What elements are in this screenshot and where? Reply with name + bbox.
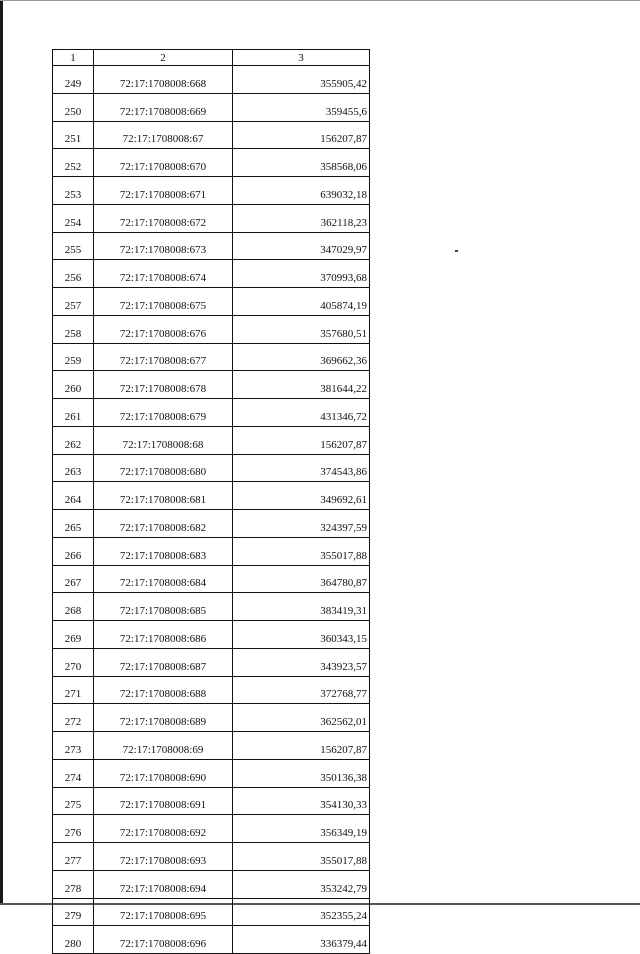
row-number: 262 (53, 426, 94, 454)
row-number: 280 (53, 926, 94, 954)
cadastral-value: 355905,42 (233, 66, 370, 94)
table-row (53, 926, 370, 954)
cadastral-value: 356349,19 (233, 815, 370, 843)
cadastral-table (52, 49, 370, 954)
cadastral-number: 72:17:1708008:683 (94, 537, 233, 565)
cadastral-number: 72:17:1708008:691 (94, 787, 233, 815)
cadastral-value: 405874,19 (233, 288, 370, 316)
table-row (53, 315, 370, 343)
row-number: 274 (53, 759, 94, 787)
row-number: 250 (53, 93, 94, 121)
table-row (53, 343, 370, 371)
table-row (53, 510, 370, 538)
cadastral-value: 431346,72 (233, 399, 370, 427)
table-row (53, 93, 370, 121)
cadastral-value: 349692,61 (233, 482, 370, 510)
row-number: 253 (53, 177, 94, 205)
cadastral-value: 355017,88 (233, 537, 370, 565)
table-row (53, 843, 370, 871)
cadastral-value: 359455,6 (233, 93, 370, 121)
cadastral-value: 343923,57 (233, 648, 370, 676)
scan-speck (455, 250, 458, 252)
row-number: 268 (53, 593, 94, 621)
table-body (53, 50, 370, 954)
table-row (53, 288, 370, 316)
cadastral-number: 72:17:1708008:675 (94, 288, 233, 316)
cadastral-number: 72:17:1708008:677 (94, 343, 233, 371)
cadastral-number: 72:17:1708008:678 (94, 371, 233, 399)
cadastral-number: 72:17:1708008:674 (94, 260, 233, 288)
cadastral-number: 72:17:1708008:668 (94, 66, 233, 94)
cadastral-number: 72:17:1708008:680 (94, 454, 233, 482)
table-row (53, 870, 370, 898)
cadastral-number: 72:17:1708008:671 (94, 177, 233, 205)
cadastral-value: 383419,31 (233, 593, 370, 621)
cadastral-value: 362118,23 (233, 204, 370, 232)
row-number: 267 (53, 565, 94, 593)
cadastral-number: 72:17:1708008:679 (94, 399, 233, 427)
table-row (53, 621, 370, 649)
row-number: 261 (53, 399, 94, 427)
header-col-2: 2 (94, 50, 233, 66)
cadastral-value: 347029,97 (233, 232, 370, 260)
cadastral-number: 72:17:1708008:672 (94, 204, 233, 232)
cadastral-value: 156207,87 (233, 426, 370, 454)
row-number: 259 (53, 343, 94, 371)
row-number: 270 (53, 648, 94, 676)
row-number: 260 (53, 371, 94, 399)
table-row (53, 704, 370, 732)
row-number: 272 (53, 704, 94, 732)
row-number: 276 (53, 815, 94, 843)
cadastral-value: 156207,87 (233, 121, 370, 149)
table-header-row (53, 50, 370, 66)
cadastral-value: 324397,59 (233, 510, 370, 538)
table-row (53, 149, 370, 177)
cadastral-number: 72:17:1708008:670 (94, 149, 233, 177)
table-row (53, 66, 370, 94)
table-row (53, 232, 370, 260)
cadastral-number: 72:17:1708008:684 (94, 565, 233, 593)
cadastral-number: 72:17:1708008:673 (94, 232, 233, 260)
table-row (53, 454, 370, 482)
cadastral-number: 72:17:1708008:681 (94, 482, 233, 510)
table-row (53, 482, 370, 510)
row-number: 257 (53, 288, 94, 316)
row-number: 264 (53, 482, 94, 510)
cadastral-value: 350136,38 (233, 759, 370, 787)
cadastral-number: 72:17:1708008:682 (94, 510, 233, 538)
cadastral-number: 72:17:1708008:695 (94, 898, 233, 926)
cadastral-value: 358568,06 (233, 149, 370, 177)
cadastral-value: 362562,01 (233, 704, 370, 732)
table-row (53, 371, 370, 399)
cadastral-number: 72:17:1708008:685 (94, 593, 233, 621)
header-col-1: 1 (53, 50, 94, 66)
row-number: 271 (53, 676, 94, 704)
cadastral-number: 72:17:1708008:68 (94, 426, 233, 454)
row-number: 265 (53, 510, 94, 538)
row-number: 249 (53, 66, 94, 94)
cadastral-number: 72:17:1708008:692 (94, 815, 233, 843)
cadastral-value: 353242,79 (233, 870, 370, 898)
table-row (53, 676, 370, 704)
header-col-3: 3 (233, 50, 370, 66)
row-number: 266 (53, 537, 94, 565)
cadastral-value: 364780,87 (233, 565, 370, 593)
row-number: 275 (53, 787, 94, 815)
row-number: 251 (53, 121, 94, 149)
cadastral-number: 72:17:1708008:669 (94, 93, 233, 121)
row-number: 273 (53, 732, 94, 760)
scan-left-edge (0, 0, 3, 905)
cadastral-value: 370993,68 (233, 260, 370, 288)
cadastral-number: 72:17:1708008:686 (94, 621, 233, 649)
row-number: 277 (53, 843, 94, 871)
table-row (53, 732, 370, 760)
row-number: 252 (53, 149, 94, 177)
cadastral-value: 355017,88 (233, 843, 370, 871)
row-number: 269 (53, 621, 94, 649)
row-number: 278 (53, 870, 94, 898)
table-row (53, 759, 370, 787)
cadastral-value: 354130,33 (233, 787, 370, 815)
table-row (53, 648, 370, 676)
row-number: 254 (53, 204, 94, 232)
cadastral-number: 72:17:1708008:67 (94, 121, 233, 149)
cadastral-number: 72:17:1708008:69 (94, 732, 233, 760)
scan-top-edge (0, 0, 640, 1)
table-row (53, 787, 370, 815)
row-number: 258 (53, 315, 94, 343)
cadastral-value: 352355,24 (233, 898, 370, 926)
cadastral-value: 374543,86 (233, 454, 370, 482)
table-row (53, 177, 370, 205)
cadastral-value: 360343,15 (233, 621, 370, 649)
cadastral-value: 369662,36 (233, 343, 370, 371)
cadastral-value: 357680,51 (233, 315, 370, 343)
cadastral-value: 336379,44 (233, 926, 370, 954)
table-row (53, 204, 370, 232)
row-number: 256 (53, 260, 94, 288)
cadastral-number: 72:17:1708008:676 (94, 315, 233, 343)
cadastral-value: 381644,22 (233, 371, 370, 399)
table-row (53, 565, 370, 593)
cadastral-number: 72:17:1708008:689 (94, 704, 233, 732)
table-row (53, 898, 370, 926)
cadastral-number: 72:17:1708008:690 (94, 759, 233, 787)
table-row (53, 399, 370, 427)
table-row (53, 426, 370, 454)
row-number: 279 (53, 898, 94, 926)
cadastral-number: 72:17:1708008:688 (94, 676, 233, 704)
cadastral-value: 372768,77 (233, 676, 370, 704)
cadastral-value: 156207,87 (233, 732, 370, 760)
table-row (53, 260, 370, 288)
row-number: 255 (53, 232, 94, 260)
cadastral-number: 72:17:1708008:687 (94, 648, 233, 676)
cadastral-number: 72:17:1708008:696 (94, 926, 233, 954)
row-number: 263 (53, 454, 94, 482)
table-row (53, 537, 370, 565)
cadastral-number: 72:17:1708008:694 (94, 870, 233, 898)
table-row (53, 121, 370, 149)
cadastral-number: 72:17:1708008:693 (94, 843, 233, 871)
cadastral-value: 639032,18 (233, 177, 370, 205)
table-row (53, 593, 370, 621)
table-row (53, 815, 370, 843)
